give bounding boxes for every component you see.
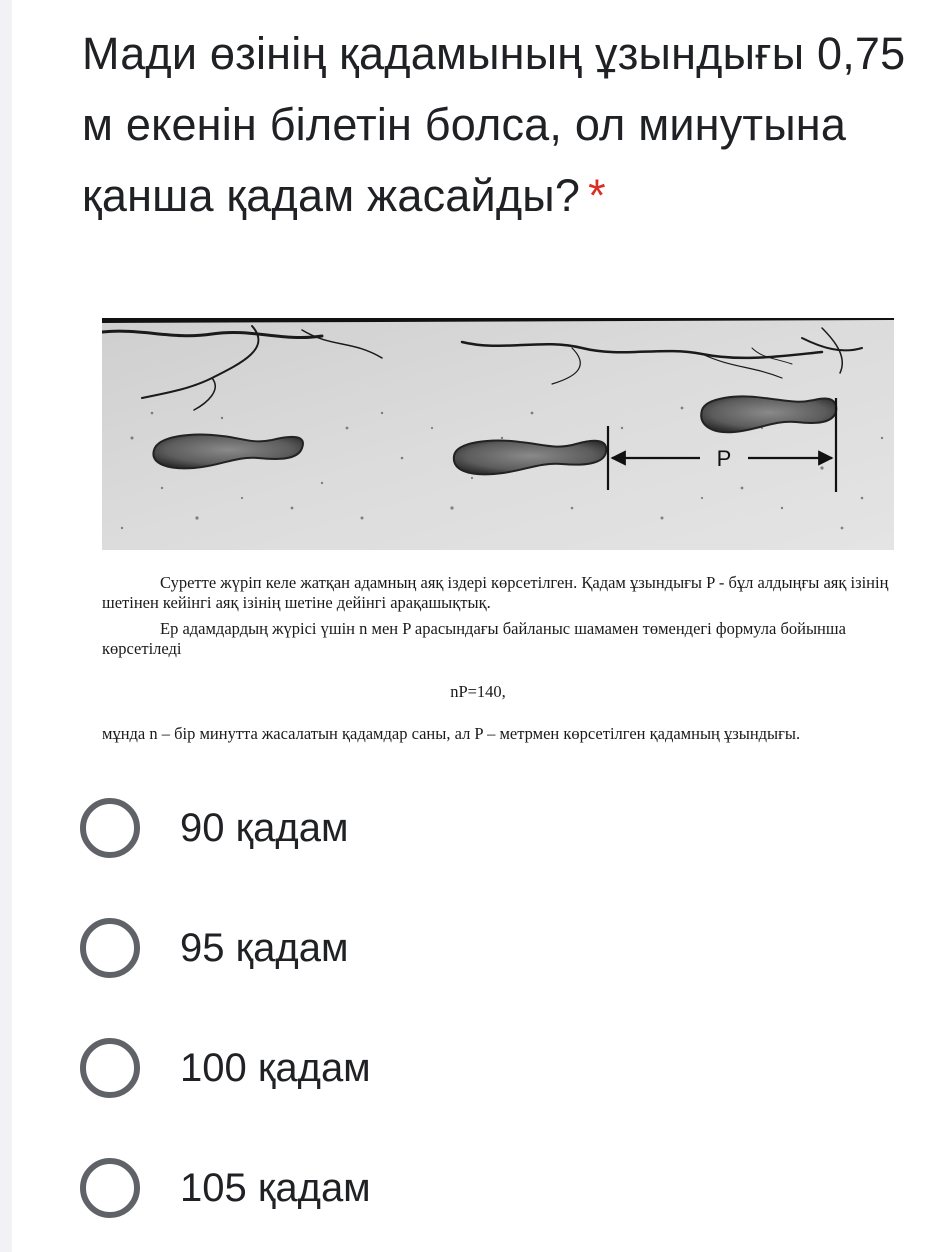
option-label: 100 қадам bbox=[180, 1045, 371, 1090]
question-text: Мади өзінің қадамының ұзындығы 0,75 м екенін білетін болса, ол минутына қанша қадам жасайды? bbox=[82, 28, 906, 221]
question-title bbox=[82, 18, 912, 231]
radio-button[interactable] bbox=[80, 798, 140, 858]
page-left-stripe bbox=[0, 0, 12, 1252]
formula: nP=140, bbox=[450, 682, 506, 701]
option-105[interactable] bbox=[80, 1156, 371, 1220]
description-paragraph-1: Суретте жүріп келе жатқан адамның аяқ іздері көрсетілген. Қадам ұзындығы P - бұл алдыңғы аяқ ізінің шетінен кейінгі аяқ ізінің шетіне дейінгі арақашықтық. bbox=[102, 573, 889, 612]
footprints-figure bbox=[102, 318, 894, 550]
option-label: 105 қадам bbox=[180, 1165, 371, 1210]
formula-explanation: мұнда n – бір минутта жасалатын қадамдар саны, ал P – метрмен көрсетілген қадамның ұзындығы. bbox=[102, 724, 801, 743]
option-90[interactable] bbox=[80, 796, 348, 860]
radio-button[interactable] bbox=[80, 1038, 140, 1098]
description-paragraph-2: Ер адамдардың жүрісі үшін n мен P арасындағы байланыс шамамен төмендегі формула бойынша көрсетіледі bbox=[102, 619, 846, 658]
footprints-illustration bbox=[102, 318, 894, 550]
radio-button[interactable] bbox=[80, 1158, 140, 1218]
radio-button[interactable] bbox=[80, 918, 140, 978]
measure-label: P bbox=[716, 446, 732, 471]
required-asterisk: * bbox=[588, 170, 606, 221]
option-label: 90 қадам bbox=[180, 805, 349, 850]
option-label: 95 қадам bbox=[180, 925, 349, 970]
option-95[interactable] bbox=[80, 916, 348, 980]
option-100[interactable] bbox=[80, 1036, 371, 1100]
